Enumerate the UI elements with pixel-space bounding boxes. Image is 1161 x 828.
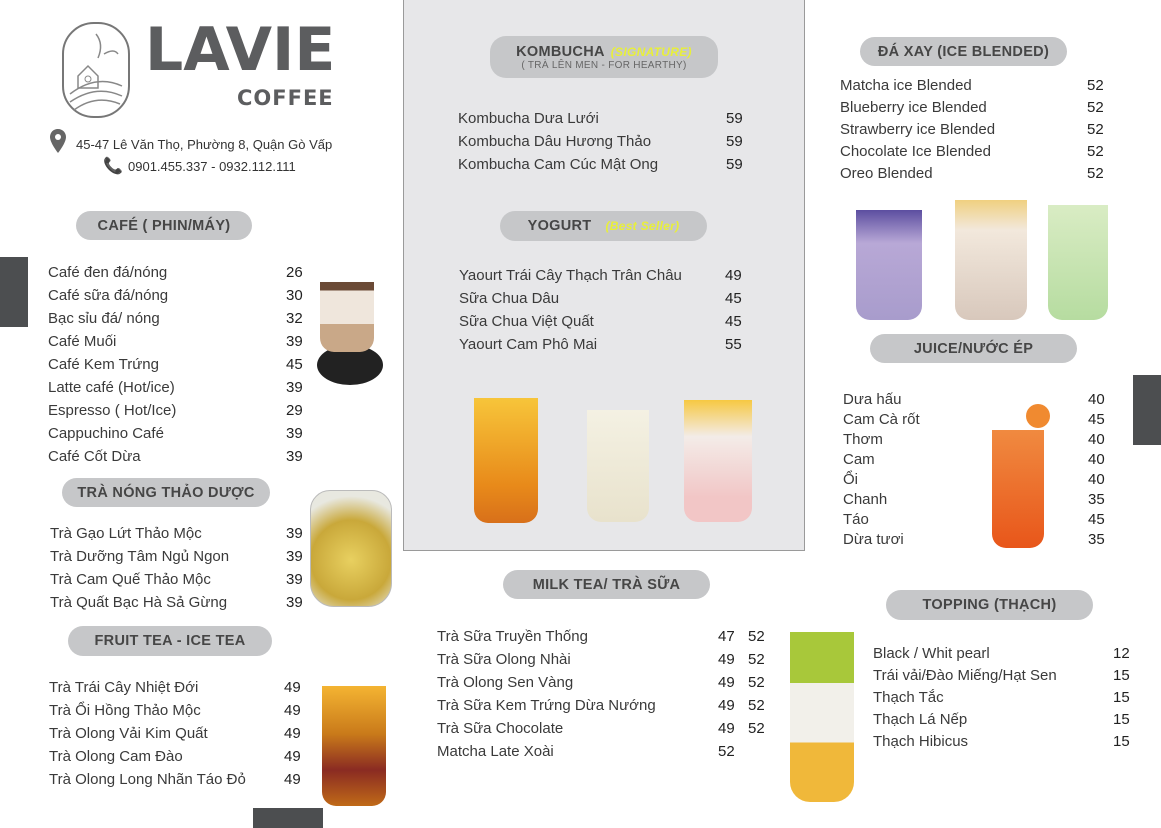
item-name: Sữa Chua Dâu	[459, 290, 560, 307]
item-name: Espresso ( Hot/Ice)	[48, 402, 177, 419]
item-price: 39	[286, 448, 303, 465]
menu-item	[49, 768, 301, 791]
milktea-drink-image	[790, 632, 854, 802]
menu-item	[437, 694, 765, 717]
menu-item	[459, 287, 742, 310]
yogurt-drink-image	[587, 410, 649, 522]
address: 45-47 Lê Văn Thọ, Phường 8, Quận Gò Vấp	[76, 137, 333, 152]
menu-item	[49, 676, 301, 699]
menu-item	[48, 376, 303, 399]
item-price-large: 52	[748, 720, 765, 737]
item-name: Trà Olong Long Nhãn Táo Đỏ	[49, 771, 246, 788]
item-price: 45	[286, 356, 303, 373]
item-price: 49	[718, 651, 735, 668]
menu-item	[437, 671, 765, 694]
item-name: Trà Quất Bạc Hà Sả Gừng	[50, 594, 228, 611]
item-name: Matcha Late Xoài	[437, 743, 554, 760]
menu-item	[843, 450, 1105, 470]
item-name: Trà Trái Cây Nhiệt Đới	[49, 679, 199, 696]
item-name: Trà Olong Sen Vàng	[437, 674, 574, 691]
item-price: 39	[286, 594, 303, 611]
item-price: 40	[1088, 391, 1105, 408]
logo-emblem-icon	[62, 22, 130, 118]
menu-item	[843, 430, 1105, 450]
section-title-milktea: MILK TEA/ TRÀ SỮA	[503, 570, 710, 599]
item-name: Táo	[843, 511, 869, 528]
item-price: 39	[286, 525, 303, 542]
section-title-topping: TOPPING (THẠCH)	[886, 590, 1093, 620]
item-price: 45	[725, 290, 742, 307]
yogurt-title: YOGURT	[527, 218, 592, 234]
item-price: 49	[284, 771, 301, 788]
item-price: 40	[1088, 431, 1105, 448]
item-price-large: 52	[748, 697, 765, 714]
item-name: Trái vải/Đào Miếng/Hạt Sen	[873, 667, 1057, 684]
item-price: 49	[718, 674, 735, 691]
item-name: Chanh	[843, 491, 888, 508]
item-price: 55	[725, 336, 742, 353]
item-price: 45	[725, 313, 742, 330]
item-name: Thơm	[843, 431, 883, 448]
menu-item	[873, 709, 1130, 731]
bottom-tab	[253, 808, 323, 828]
menu-item	[48, 284, 303, 307]
kombucha-subtitle: ( TRÀ LÊN MEN - FOR HEARTHY)	[521, 59, 687, 71]
blueberry-blended-image	[856, 210, 922, 320]
item-name: Thạch Tắc	[873, 689, 944, 706]
item-price: 49	[725, 267, 742, 284]
item-name: Trà Sữa Kem Trứng Dừa Nướng	[437, 697, 656, 714]
item-price: 45	[1088, 411, 1105, 428]
item-name: Trà Sữa Olong Nhài	[437, 651, 571, 668]
milktea-list	[437, 625, 765, 763]
item-price: 32	[286, 310, 303, 327]
item-name: Cam Cà rốt	[843, 411, 920, 428]
item-price: 15	[1113, 711, 1130, 728]
menu-item	[50, 545, 303, 568]
item-price: 52	[1087, 77, 1104, 94]
menu-item	[840, 163, 1104, 185]
item-name: Café Cốt Dừa	[48, 448, 141, 465]
item-price: 29	[286, 402, 303, 419]
menu-item	[50, 522, 303, 545]
item-name: Matcha ice Blended	[840, 77, 972, 94]
item-name: Kombucha Dâu Hương Thảo	[458, 133, 652, 150]
menu-item	[50, 568, 303, 591]
item-name: Trà Cam Quế Thảo Mộc	[50, 571, 211, 588]
section-title-yogurt	[500, 211, 707, 241]
menu-item	[840, 141, 1104, 163]
kombucha-drink-image	[474, 398, 538, 523]
item-name: Ổi	[843, 471, 858, 488]
oreo-blended-image	[955, 200, 1027, 320]
menu-item	[840, 97, 1104, 119]
item-name: Dừa tươi	[843, 531, 904, 548]
item-price: 59	[726, 110, 743, 127]
item-price-large: 52	[748, 674, 765, 691]
menu-item	[458, 130, 743, 153]
menu-item	[50, 591, 303, 614]
item-price-large: 52	[748, 628, 765, 645]
item-name: Cappuchino Café	[48, 425, 164, 442]
kombucha-list	[458, 107, 743, 176]
item-price: 49	[284, 748, 301, 765]
item-name: Trà Sữa Chocolate	[437, 720, 564, 737]
item-name: Trà Sữa Truyền Thống	[437, 628, 588, 645]
menu-item	[843, 470, 1105, 490]
item-name: Thạch Hibicus	[873, 733, 969, 750]
menu-item	[48, 330, 303, 353]
item-price: 15	[1113, 667, 1130, 684]
section-title-kombucha	[490, 36, 718, 78]
brand-name: LAVIE	[145, 15, 336, 85]
item-name: Dưa hấu	[843, 391, 902, 408]
herbal-jar-image	[310, 490, 392, 607]
menu-item	[48, 445, 303, 468]
item-name: Thạch Lá Nếp	[873, 711, 968, 728]
kombucha-title: KOMBUCHA	[516, 43, 605, 60]
menu-item	[840, 119, 1104, 141]
item-price: 15	[1113, 733, 1130, 750]
item-name: Black / Whit pearl	[873, 645, 990, 662]
item-name: Café Muối	[48, 333, 117, 350]
menu-item	[48, 399, 303, 422]
fruittea-drink-image	[322, 686, 386, 806]
menu-item	[459, 264, 742, 287]
item-name: Trà Olong Vải Kim Quất	[49, 725, 208, 742]
item-name: Trà Olong Cam Đào	[49, 748, 183, 765]
item-price: 49	[718, 697, 735, 714]
section-title-fruittea: FRUIT TEA - ICE TEA	[68, 626, 272, 656]
menu-item	[843, 510, 1105, 530]
item-price: 59	[726, 133, 743, 150]
menu-item	[49, 722, 301, 745]
menu-item	[843, 410, 1105, 430]
item-price: 35	[1088, 491, 1105, 508]
menu-item	[48, 261, 303, 284]
menu-item	[843, 390, 1105, 410]
blended-list	[840, 75, 1104, 185]
menu-item	[458, 107, 743, 130]
item-price: 39	[286, 571, 303, 588]
item-name: Strawberry ice Blended	[840, 121, 996, 138]
item-name: Café Kem Trứng	[48, 356, 159, 373]
item-price: 40	[1088, 451, 1105, 468]
item-name: Cam	[843, 451, 875, 468]
item-price: 49	[284, 725, 301, 742]
item-name: Café đen đá/nóng	[48, 264, 168, 281]
item-name: Yaourt Cam Phô Mai	[459, 336, 598, 353]
menu-item	[48, 422, 303, 445]
cafe-drink-image	[320, 282, 374, 352]
item-price: 49	[718, 720, 735, 737]
item-price: 52	[1087, 143, 1104, 160]
menu-item	[843, 490, 1105, 510]
matcha-blended-image	[1048, 205, 1108, 320]
menu-item	[437, 717, 765, 740]
topping-list	[873, 643, 1130, 753]
item-price: 35	[1088, 531, 1105, 548]
fruittea-list	[49, 676, 301, 791]
item-name: Latte café (Hot/ice)	[48, 379, 175, 396]
section-title-juice: JUICE/NƯỚC ÉP	[870, 334, 1077, 363]
item-price: 49	[284, 702, 301, 719]
menu-item	[459, 333, 742, 356]
menu-item	[873, 643, 1130, 665]
location-pin-icon	[49, 128, 67, 154]
phone: 0901.455.337 - 0932.112.111	[128, 159, 296, 174]
brand-sub: COFFEE	[237, 86, 334, 110]
yogurt-list	[459, 264, 742, 356]
herbal-list	[50, 522, 303, 614]
item-price-large: 52	[748, 651, 765, 668]
item-name: Chocolate Ice Blended	[840, 143, 991, 160]
yogurt-tag: (Best Seller)	[605, 219, 680, 233]
item-name: Café sữa đá/nóng	[48, 287, 169, 304]
menu-item	[437, 625, 765, 648]
item-name: Kombucha Cam Cúc Mật Ong	[458, 156, 659, 173]
menu-item	[873, 687, 1130, 709]
menu-item	[48, 307, 303, 330]
juice-drink-image	[992, 430, 1044, 548]
menu-item	[840, 75, 1104, 97]
item-price: 40	[1088, 471, 1105, 488]
item-price: 45	[1088, 511, 1105, 528]
menu-item	[437, 648, 765, 671]
section-title-cafe: CAFÉ ( PHIN/MÁY)	[76, 211, 252, 240]
item-price: 59	[726, 156, 743, 173]
item-price: 30	[286, 287, 303, 304]
juice-list	[843, 390, 1105, 550]
item-price: 52	[1087, 165, 1104, 182]
menu-item	[49, 699, 301, 722]
menu-item	[843, 530, 1105, 550]
item-price: 15	[1113, 689, 1130, 706]
item-price: 39	[286, 333, 303, 350]
item-name: Oreo Blended	[840, 165, 933, 182]
menu-item	[437, 740, 735, 763]
phone-icon: 📞	[103, 158, 123, 175]
item-price: 39	[286, 425, 303, 442]
item-price: 52	[1087, 99, 1104, 116]
item-name: Sữa Chua Việt Quất	[459, 313, 594, 330]
item-name: Trà Gạo Lứt Thảo Mộc	[50, 525, 202, 542]
item-price: 49	[284, 679, 301, 696]
item-name: Kombucha Dưa Lưới	[458, 110, 599, 127]
section-title-herbal: TRÀ NÓNG THẢO DƯỢC	[62, 478, 270, 507]
item-price: 12	[1113, 645, 1130, 662]
item-price: 47	[718, 628, 735, 645]
item-name: Blueberry ice Blended	[840, 99, 987, 116]
item-price: 39	[286, 379, 303, 396]
fruit-yogurt-drink-image	[684, 400, 752, 522]
item-name: Trà Dưỡng Tâm Ngủ Ngon	[50, 548, 230, 565]
section-title-blended: ĐÁ XAY (ICE BLENDED)	[860, 37, 1067, 66]
item-price: 39	[286, 548, 303, 565]
item-name: Bạc sỉu đá/ nóng	[48, 310, 160, 327]
menu-item	[459, 310, 742, 333]
item-name: Yaourt Trái Cây Thạch Trân Châu	[459, 267, 682, 284]
menu-item	[873, 731, 1130, 753]
kombucha-tag: (SIGNATURE)	[610, 44, 692, 59]
item-price: 52	[1087, 121, 1104, 138]
side-tab-left	[0, 257, 28, 327]
menu-item	[873, 665, 1130, 687]
menu-item	[458, 153, 743, 176]
menu-item	[49, 745, 301, 768]
item-name: Trà Ổi Hồng Thảo Mộc	[49, 702, 201, 719]
menu-item	[48, 353, 303, 376]
item-price: 52	[718, 743, 735, 760]
side-tab-right	[1133, 375, 1161, 445]
item-price: 26	[286, 264, 303, 281]
orange-slice-image	[1026, 404, 1050, 428]
cafe-list	[48, 261, 303, 468]
